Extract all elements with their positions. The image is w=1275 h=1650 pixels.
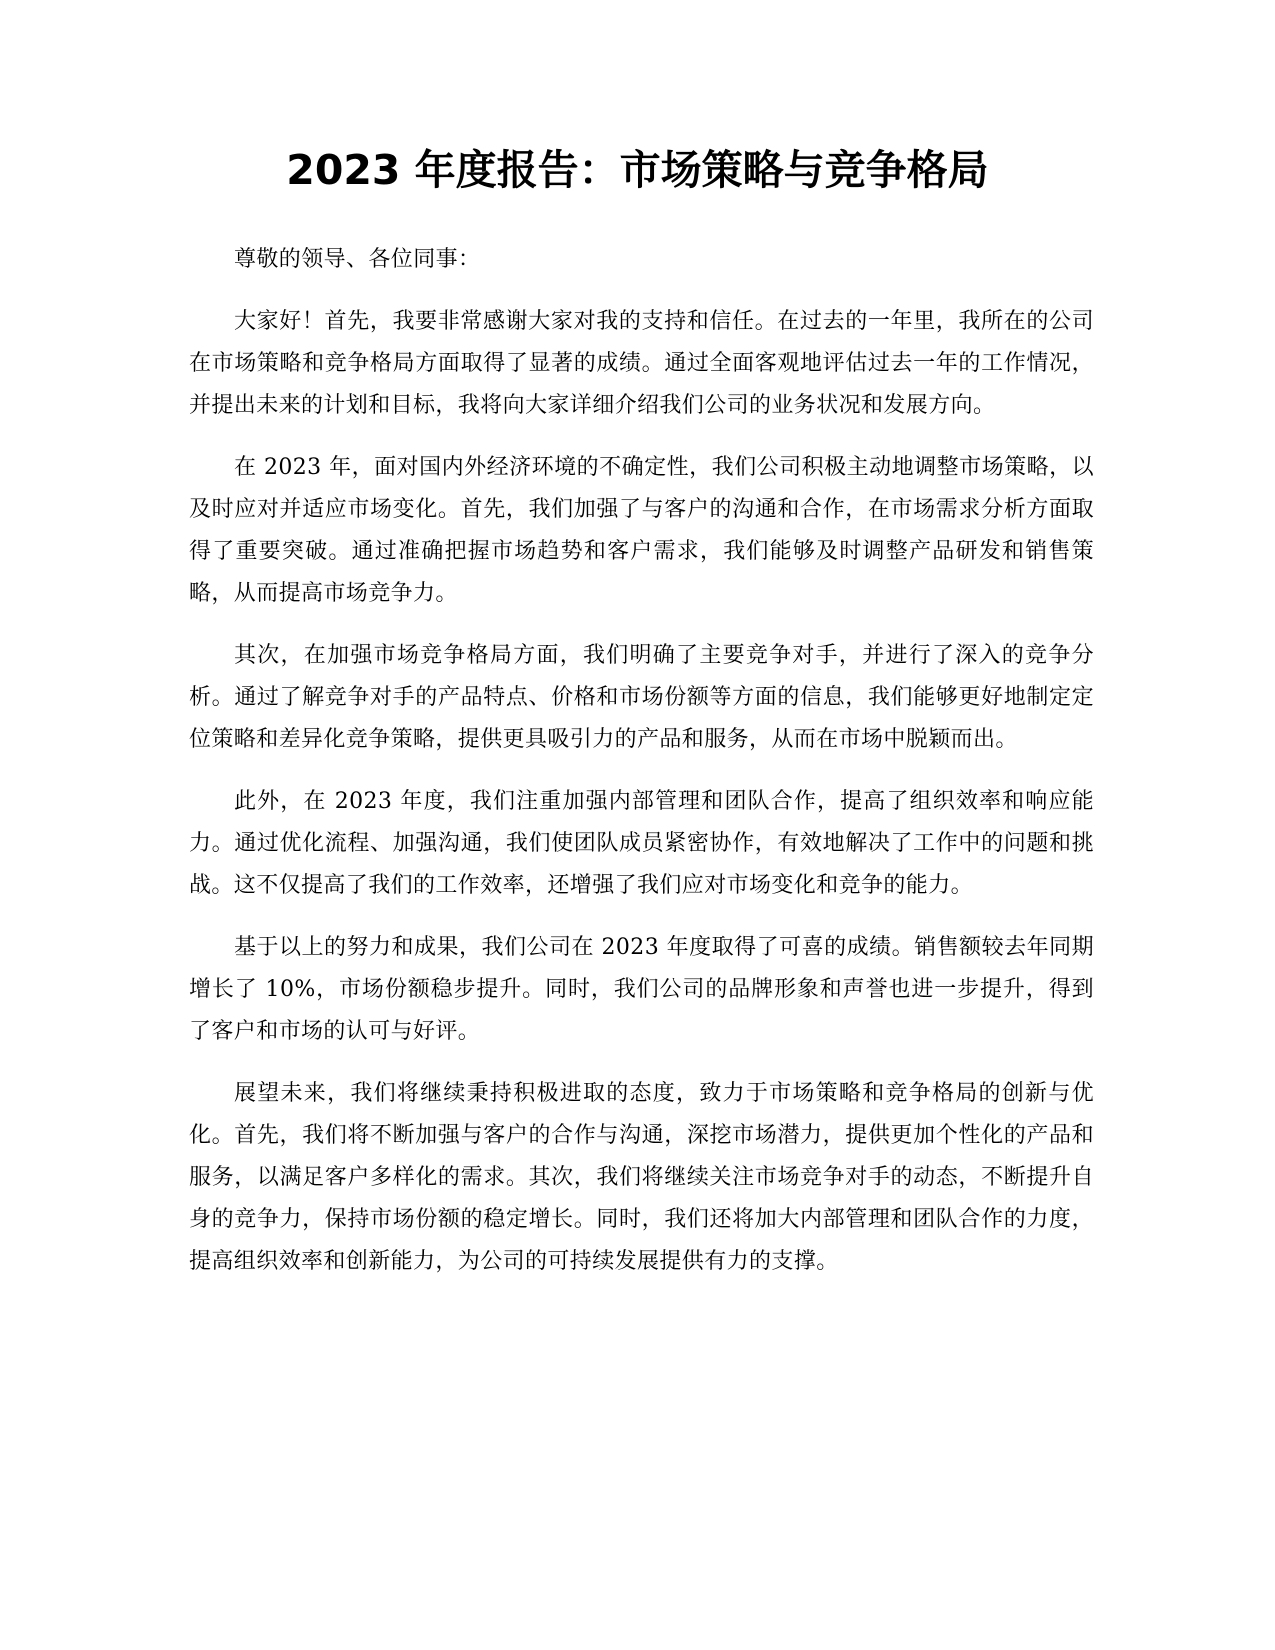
document-body bbox=[189, 239, 1094, 1303]
paragraph-outlook: 展望未来，我们将继续秉持积极进取的态度，致力于市场策略和竞争格局的创新与优化。首先，我们将不断加强与客户的合作与沟通，深挖市场潜力，提供更加个性化的产品和服务，以满足客户多样化的需求。其次，我们将继续关注市场竞争对手的动态，不断提升自身的竞争力，保持市场份额的稳定增长。同时，我们还将加大内部管理和团队合作的力度，提高组织效率和创新能力，为公司的可持续发展提供有力的支撑。 bbox=[189, 1081, 1094, 1274]
paragraph-market-strategy: 在 2023 年，面对国内外经济环境的不确定性，我们公司积极主动地调整市场策略，以及时应对并适应市场变化。首先，我们加强了与客户的沟通和合作，在市场需求分析方面取得了重要突破。通过准确把握市场趋势和客户需求，我们能够及时调整产品研发和销售策略，从而提高市场竞争力。 bbox=[189, 455, 1094, 606]
salutation: 尊敬的领导、各位同事： bbox=[234, 247, 481, 272]
paragraph-internal-management: 此外，在 2023 年度，我们注重加强内部管理和团队合作，提高了组织效率和响应能力。通过优化流程、加强沟通，我们使团队成员紧密协作，有效地解决了工作中的问题和挑战。这不仅提高了我们的工作效率，还增强了我们应对市场变化和竞争的能力。 bbox=[189, 789, 1094, 898]
document-title: 2023 年度报告：市场策略与竞争格局 bbox=[286, 146, 989, 194]
paragraph-opening: 大家好！首先，我要非常感谢大家对我的支持和信任。在过去的一年里，我所在的公司在市场策略和竞争格局方面取得了显著的成绩。通过全面客观地评估过去一年的工作情况，并提出未来的计划和目标，我将向大家详细介绍我们公司的业务状况和发展方向。 bbox=[189, 309, 1094, 418]
paragraph-results: 基于以上的努力和成果，我们公司在 2023 年度取得了可喜的成绩。销售额较去年同期增长了 10%，市场份额稳步提升。同时，我们公司的品牌形象和声誉也进一步提升，得到了客户和市场的认可与好评。 bbox=[189, 935, 1094, 1044]
paragraph-competition: 其次，在加强市场竞争格局方面，我们明确了主要竞争对手，并进行了深入的竞争分析。通过了解竞争对手的产品特点、价格和市场份额等方面的信息，我们能够更好地制定定位策略和差异化竞争策略，提供更具吸引力的产品和服务，从而在市场中脱颖而出。 bbox=[189, 643, 1094, 752]
